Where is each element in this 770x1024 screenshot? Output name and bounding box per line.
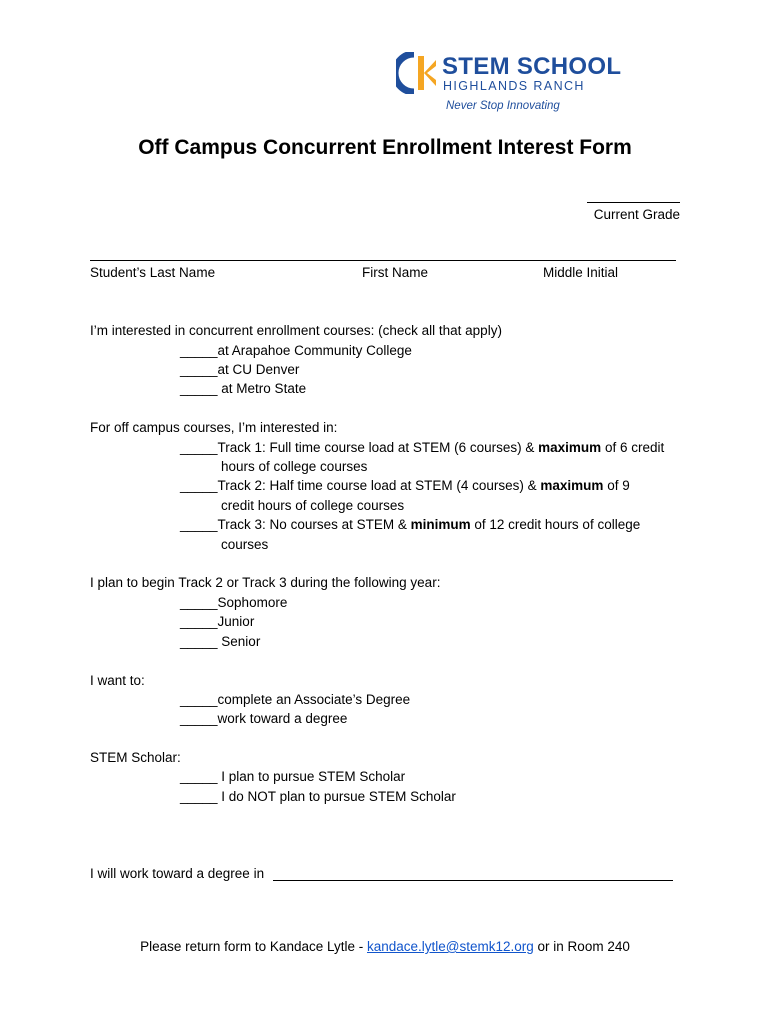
- tracks-prompt: For off campus courses, I’m interested in:: [90, 420, 338, 435]
- name-line[interactable]: [90, 260, 676, 261]
- track-3-continued: courses: [221, 537, 269, 552]
- track-3-blank: _____: [180, 517, 218, 532]
- track-1-continued: hours of college courses: [221, 459, 368, 474]
- year-option-sophomore[interactable]: _____Sophomore: [180, 595, 288, 610]
- college-option-metro-state[interactable]: _____ at Metro State: [180, 381, 307, 396]
- track-1-blank: _____: [180, 440, 218, 455]
- form-title: Off Campus Concurrent Enrollment Interest Form: [138, 136, 632, 159]
- grade-line[interactable]: [587, 202, 680, 203]
- want-option-degree[interactable]: _____work toward a degree: [180, 711, 348, 726]
- track-option-3[interactable]: [180, 517, 640, 532]
- track-1-post: of 6 credit: [601, 440, 665, 455]
- track-option-1[interactable]: [180, 440, 664, 455]
- footer-room: or in Room 240: [533, 939, 630, 954]
- track-2-blank: _____: [180, 478, 218, 493]
- footer-email-link[interactable]: kandace.lytle@stemk12.org: [367, 939, 534, 954]
- track-3-post: of 12 credit hours of college: [470, 517, 641, 532]
- first-name-label: First Name: [362, 265, 429, 280]
- scholar-option-no[interactable]: _____ I do NOT plan to pursue STEM Scholar: [180, 789, 456, 804]
- logo-tagline: Never Stop Innovating: [446, 100, 560, 112]
- track-2-bold: maximum: [540, 478, 604, 493]
- college-option-cu-denver[interactable]: _____at CU Denver: [180, 362, 300, 377]
- track-option-2[interactable]: [180, 478, 630, 493]
- year-option-senior[interactable]: _____ Senior: [180, 634, 261, 649]
- track-2-continued: credit hours of college courses: [221, 498, 405, 513]
- want-option-associates[interactable]: _____complete an Associate’s Degree: [180, 692, 411, 707]
- logo-school-name: STEM SCHOOL: [442, 53, 622, 80]
- degree-prompt: I will work toward a degree in: [90, 866, 265, 881]
- stem-logo-icon: [396, 52, 438, 94]
- colleges-prompt: I’m interested in concurrent enrollment courses: (check all that apply): [90, 323, 502, 338]
- grade-label: Current Grade: [593, 207, 680, 222]
- track-1-text: Track 1: Full time course load at STEM (6 courses) &: [217, 440, 539, 455]
- track-3-bold: minimum: [410, 517, 471, 532]
- year-prompt: I plan to begin Track 2 or Track 3 during the following year:: [90, 575, 441, 590]
- college-option-arapahoe[interactable]: _____at Arapahoe Community College: [180, 343, 412, 358]
- scholar-prompt: STEM Scholar:: [90, 750, 181, 765]
- want-prompt: I want to:: [90, 673, 145, 688]
- scholar-option-yes[interactable]: _____ I plan to pursue STEM Scholar: [180, 769, 406, 784]
- last-name-label: Student’s Last Name: [90, 265, 216, 280]
- logo-subtitle: HIGHLANDS RANCH: [443, 79, 585, 93]
- degree-line[interactable]: [273, 880, 673, 881]
- track-2-text: Track 2: Half time course load at STEM (4 courses) &: [217, 478, 541, 493]
- track-3-text: Track 3: No courses at STEM &: [217, 517, 411, 532]
- school-logo: [396, 48, 626, 118]
- track-1-bold: maximum: [538, 440, 602, 455]
- track-2-post: of 9: [603, 478, 630, 493]
- middle-initial-label: Middle Initial: [543, 265, 619, 280]
- year-option-junior[interactable]: _____Junior: [180, 614, 255, 629]
- footer-text: Please return form to Kandace Lytle -: [140, 939, 367, 954]
- footer: [0, 939, 770, 954]
